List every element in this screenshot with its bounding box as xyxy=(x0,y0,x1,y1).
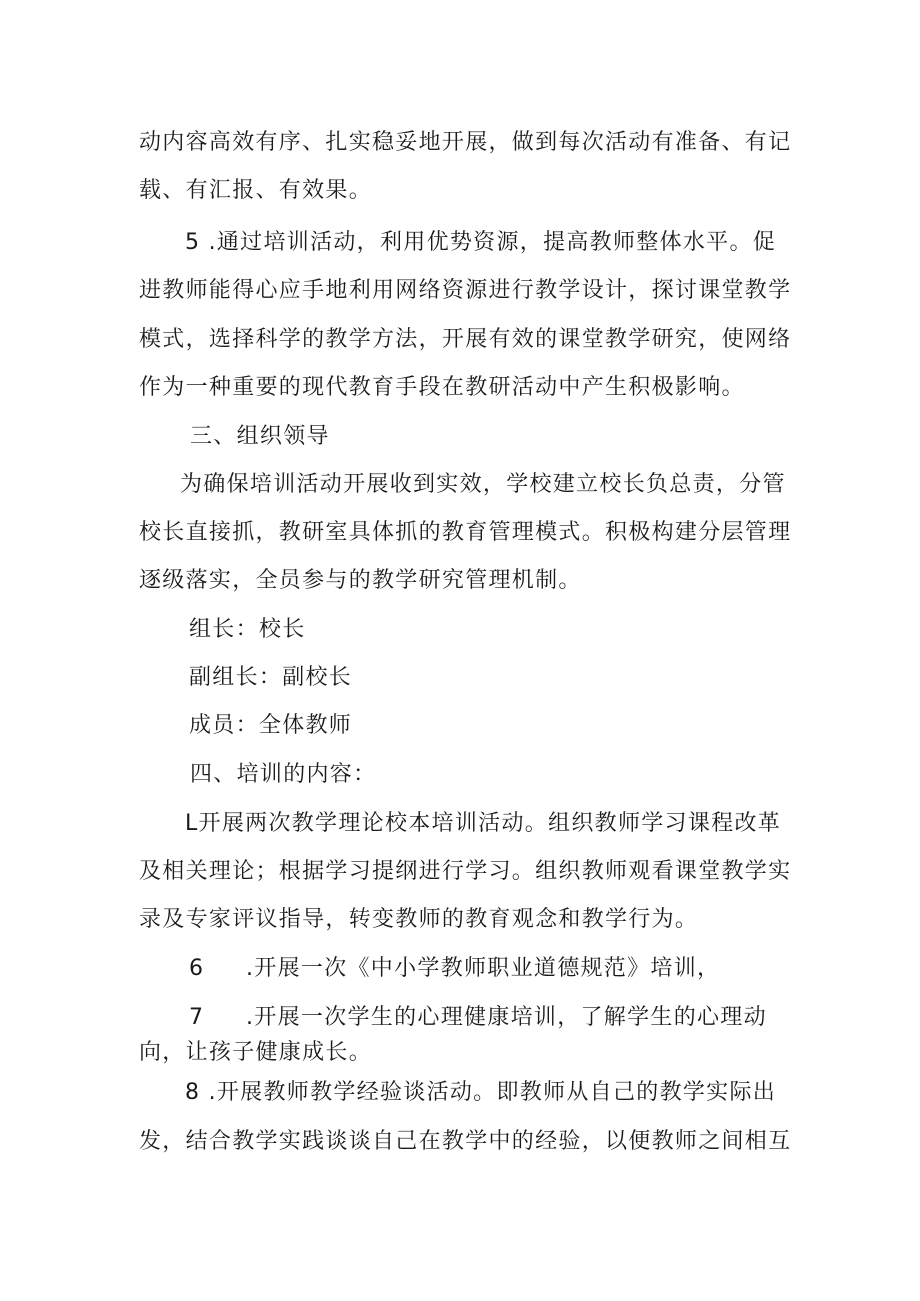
paragraph-line: 模式，选择科学的教学方法，开展有效的课堂教学研究，使网络 xyxy=(139,327,792,352)
paragraph-line: .开展一次学生的心理健康培训，了解学生的心理动 xyxy=(246,1005,767,1030)
paragraph-line: 校长直接抓，教研室具体抓的教育管理模式。积极构建分层管理 xyxy=(139,520,792,545)
paragraph-line: 动内容高效有序、扎实稳妥地开展，做到每次活动有准备、有记 xyxy=(139,130,792,155)
paragraph-line: 发，结合教学实践谈谈自己在教学中的经验，以便教师之间相互 xyxy=(139,1129,792,1154)
paragraph-line: 向，让孩子健康成长。 xyxy=(139,1040,373,1065)
paragraph-line: 载、有汇报、有效果。 xyxy=(139,178,373,203)
paragraph-line: .开展一次《中小学教师职业道德规范》培训， xyxy=(246,956,721,981)
role-line: 成员：全体教师 xyxy=(189,713,353,738)
paragraph-line: 及相关理论；根据学习提纲进行学习。组织教师观看课堂教学实 xyxy=(139,859,792,884)
item-number: 7 xyxy=(189,1005,205,1030)
item-number: 6 xyxy=(189,956,205,981)
role-line: 副组长：副校长 xyxy=(189,665,353,690)
paragraph-line: 作为一种重要的现代教育手段在教研活动中产生积极影响。 xyxy=(139,375,745,400)
paragraph-line: 逐级落实，全员参与的教学研究管理机制。 xyxy=(139,568,582,593)
role-line: 组长：校长 xyxy=(189,617,306,642)
paragraph-line: 5 .通过培训活动，利用优势资源，提高教师整体水平。促 xyxy=(185,230,777,255)
paragraph-line: 录及专家评议指导，转变教师的教育观念和教学行为。 xyxy=(139,907,699,932)
paragraph-line: L开展两次教学理论校本培训活动。组织教师学习课程改革 xyxy=(185,811,782,836)
section-heading: 四、培训的内容： xyxy=(190,762,377,787)
section-heading: 三、组织领导 xyxy=(190,424,330,449)
paragraph-line: 为确保培训活动开展收到实效，学校建立校长负总责，分管 xyxy=(180,472,786,497)
paragraph-line: 进教师能得心应手地利用网络资源进行教学设计，探讨课堂教学 xyxy=(139,278,792,303)
paragraph-line: 8 .开展教师教学经验谈活动。即教师从自己的教学实际出 xyxy=(185,1080,777,1105)
